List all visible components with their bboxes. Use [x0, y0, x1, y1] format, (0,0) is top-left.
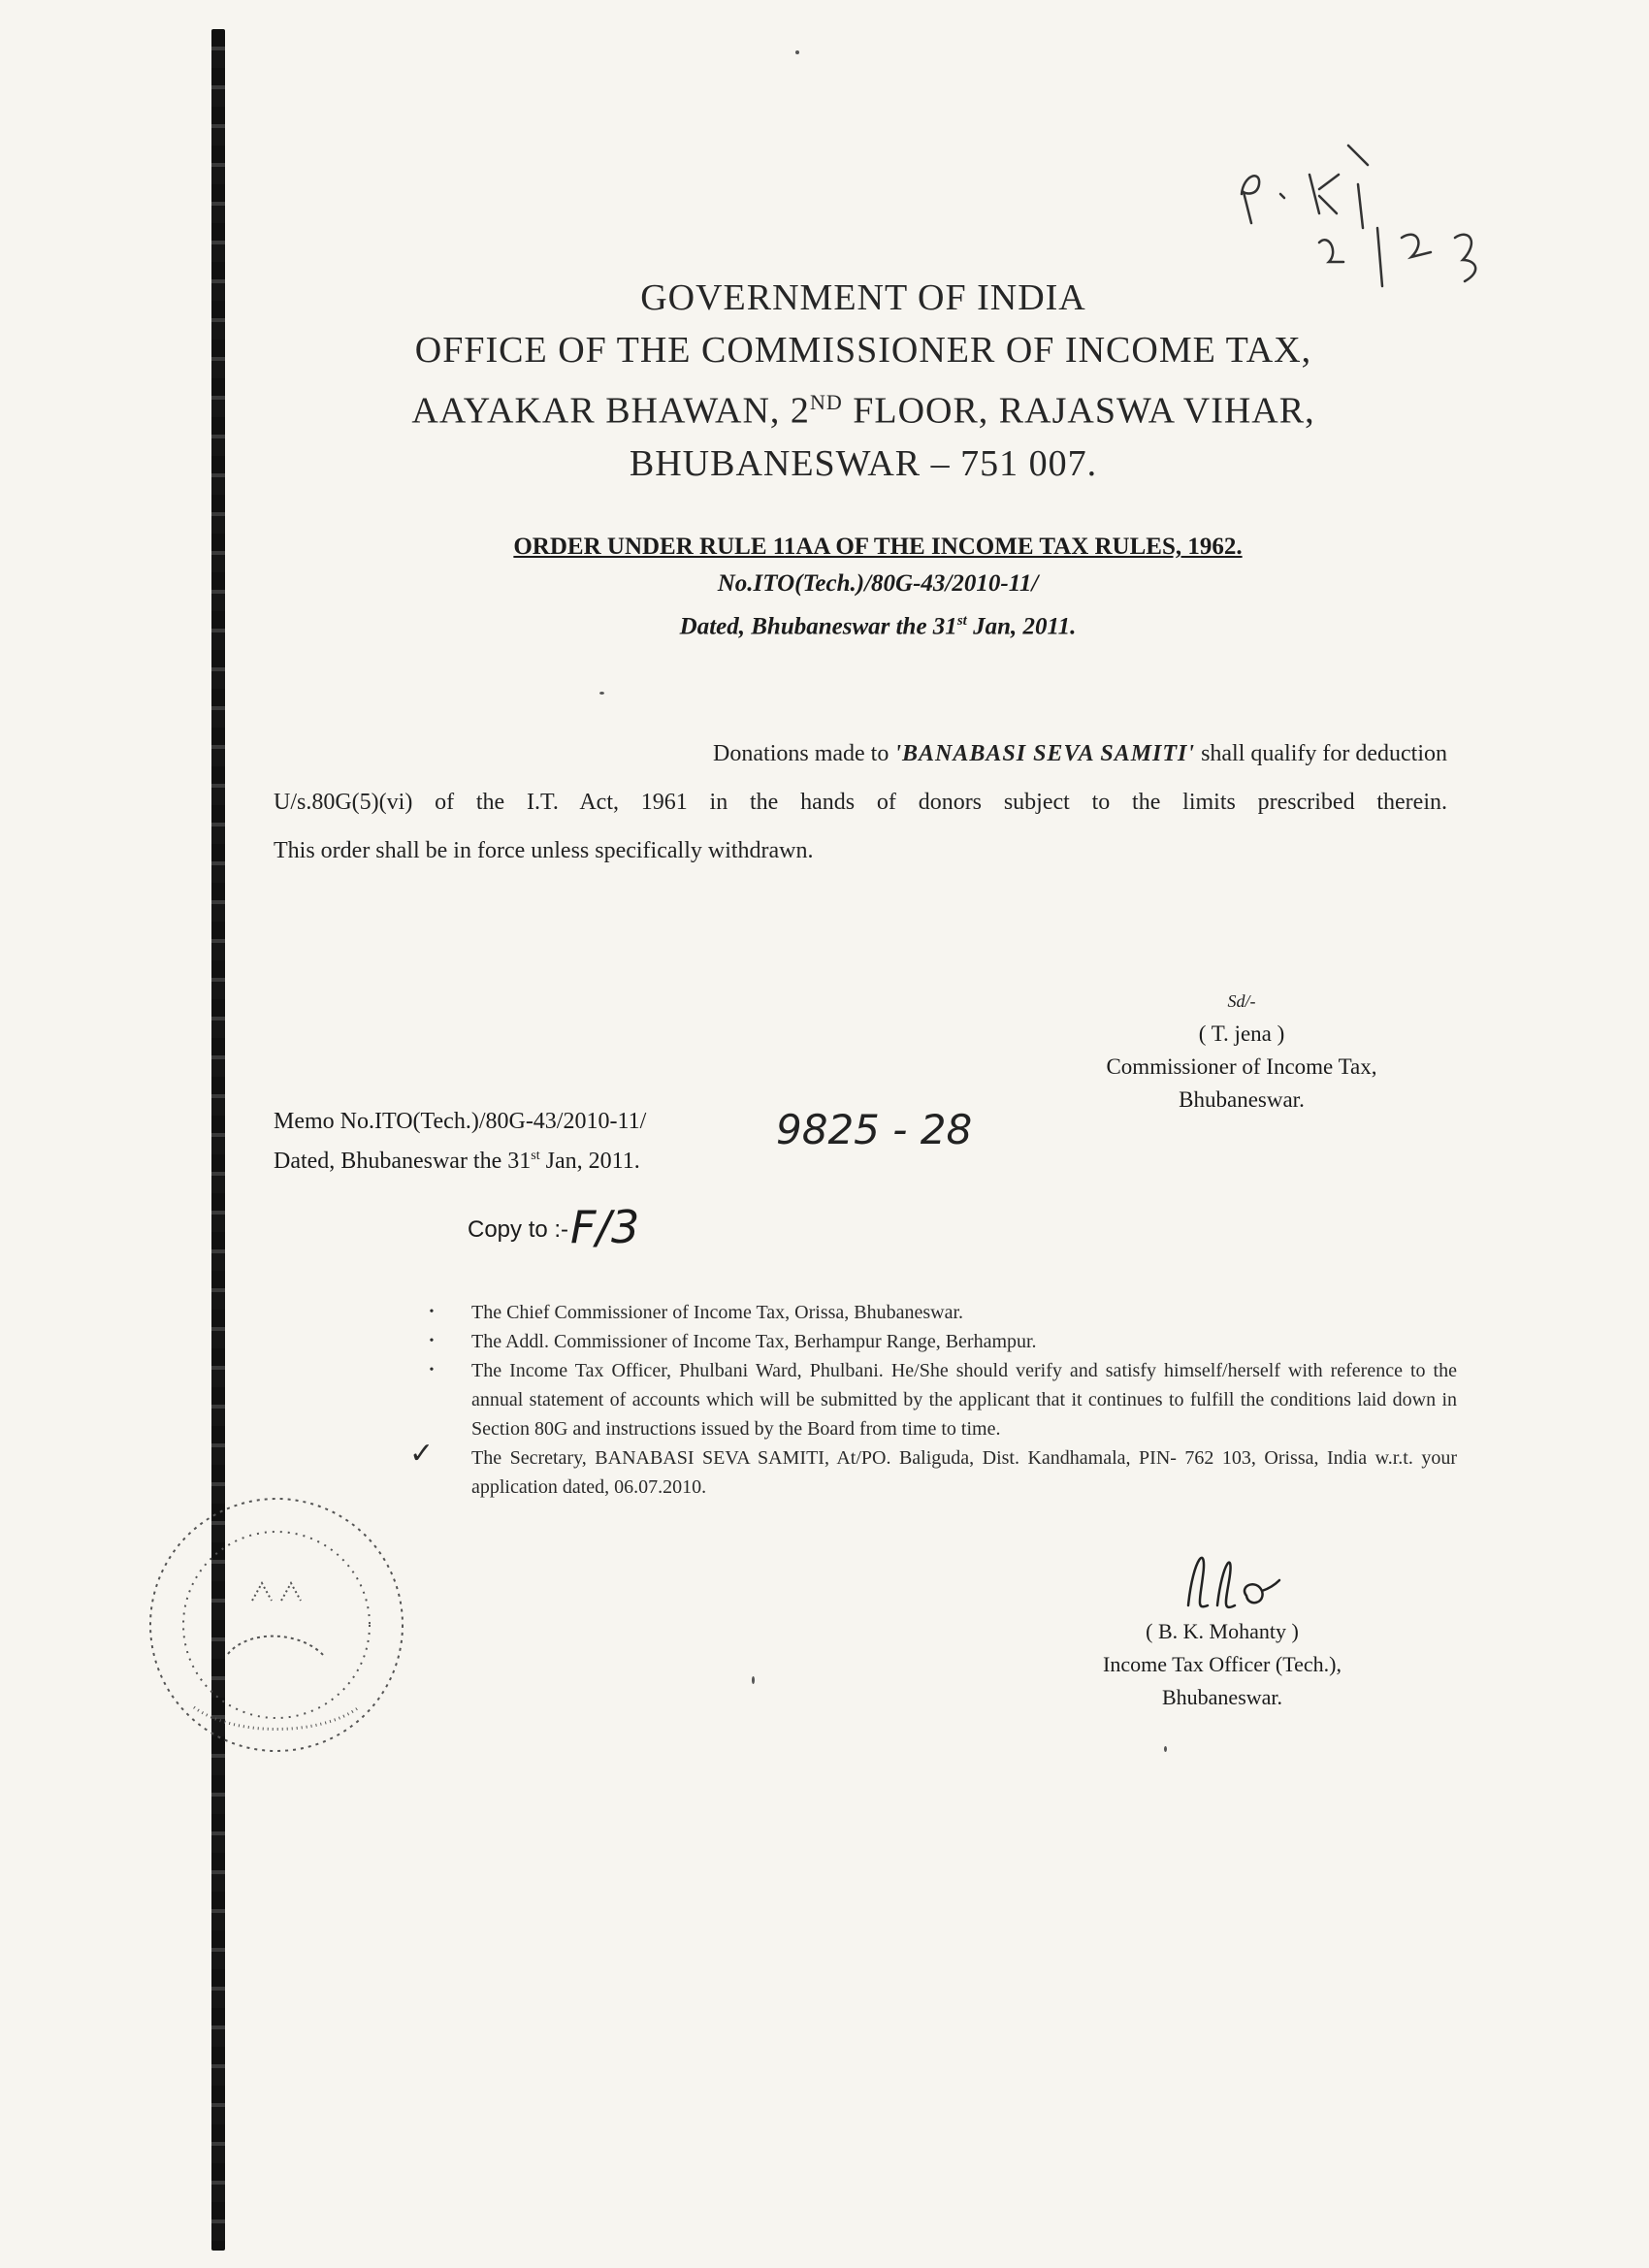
memo-reference	[274, 1104, 646, 1179]
header-line-city: BHUBANESWAR – 751 007.	[629, 442, 1098, 484]
memo-handwritten-number: 9825 - 28	[776, 1106, 973, 1153]
ito-signature-block	[1028, 1615, 1416, 1714]
scan-speck	[1164, 1746, 1167, 1752]
ito-place: Bhubaneswar.	[1161, 1685, 1283, 1709]
order-number: No.ITO(Tech.)/80G-43/2010-11/	[717, 570, 1039, 597]
list-item: • The Chief Commissioner of Income Tax, Orissa, Bhubaneswar.	[417, 1298, 1457, 1327]
body-line-3: This order shall be in force unless specifically withdrawn.	[274, 838, 814, 863]
copy-to-handwritten: F/3	[570, 1201, 640, 1253]
list-item: • The Income Tax Officer, Phulbani Ward, Phulbani. He/She should verify and satisfy himself/herself with reference to the annual statement of accounts which will be submitted by the applicant that it continues to fulfill the conditions laid down in Section 80G and instructions issued by the Board from time to time.	[417, 1356, 1457, 1443]
scan-speck	[752, 1676, 755, 1684]
body-line-2: U/s.80G(5)(vi) of the I.T. Act, 1961 in the hands of donors subject to the limits prescribed therein.	[274, 790, 1447, 815]
memo-date: Dated, Bhubaneswar the 31st Jan, 2011.	[274, 1149, 640, 1174]
commissioner-place: Bhubaneswar.	[1179, 1087, 1305, 1112]
commissioner-signature-block	[1048, 985, 1436, 1117]
header-line-address: AAYAKAR BHAWAN, 2ND FLOOR, RAJASWA VIHAR,	[411, 390, 1315, 432]
order-body	[274, 729, 1447, 875]
signed-marker: Sd/-	[1227, 991, 1256, 1011]
bullet-icon: •	[429, 1305, 435, 1319]
header-line-office: OFFICE OF THE COMMISSIONER OF INCOME TAX,	[414, 330, 1312, 371]
copy-recipient-list	[409, 1298, 1457, 1502]
tick-mark-icon: ✓	[409, 1437, 435, 1471]
handwritten-signature-icon	[1179, 1538, 1285, 1625]
ito-name: ( B. K. Mohanty )	[1146, 1619, 1299, 1643]
header-line-government: GOVERNMENT OF INDIA	[640, 277, 1086, 318]
scan-speck	[795, 50, 799, 54]
body-line-1: Donations made to 'BANABASI SEVA SAMITI' shall qualify for deduction	[713, 741, 1447, 766]
bullet-icon: •	[429, 1363, 435, 1377]
list-item: ✓ The Secretary, BANABASI SEVA SAMITI, At/PO. Baliguda, Dist. Kandhamala, PIN- 762 103, Orissa, India w.r.t. your application dated, 06.07.2010.	[409, 1437, 1457, 1498]
order-date: Dated, Bhubaneswar the 31st Jan, 2011.	[679, 613, 1077, 640]
bullet-icon: •	[429, 1334, 435, 1348]
commissioner-designation: Commissioner of Income Tax,	[1106, 1054, 1377, 1079]
office-header	[320, 272, 1406, 490]
order-heading	[320, 529, 1436, 645]
order-title: ORDER UNDER RULE 11AA OF THE INCOME TAX RULES, 1962.	[513, 534, 1243, 560]
scan-speck	[599, 692, 604, 695]
list-item: • The Addl. Commissioner of Income Tax, Berhampur Range, Berhampur.	[417, 1327, 1457, 1356]
office-seal-icon	[136, 1484, 417, 1766]
organisation-name: 'BANABASI SEVA SAMITI'	[894, 741, 1196, 766]
ito-designation: Income Tax Officer (Tech.),	[1103, 1652, 1342, 1676]
copy-to-label: Copy to :-F/3	[468, 1201, 640, 1253]
memo-number: Memo No.ITO(Tech.)/80G-43/2010-11/	[274, 1109, 647, 1134]
binding-spine	[211, 29, 225, 2251]
commissioner-name: ( T. jena )	[1198, 1021, 1285, 1046]
